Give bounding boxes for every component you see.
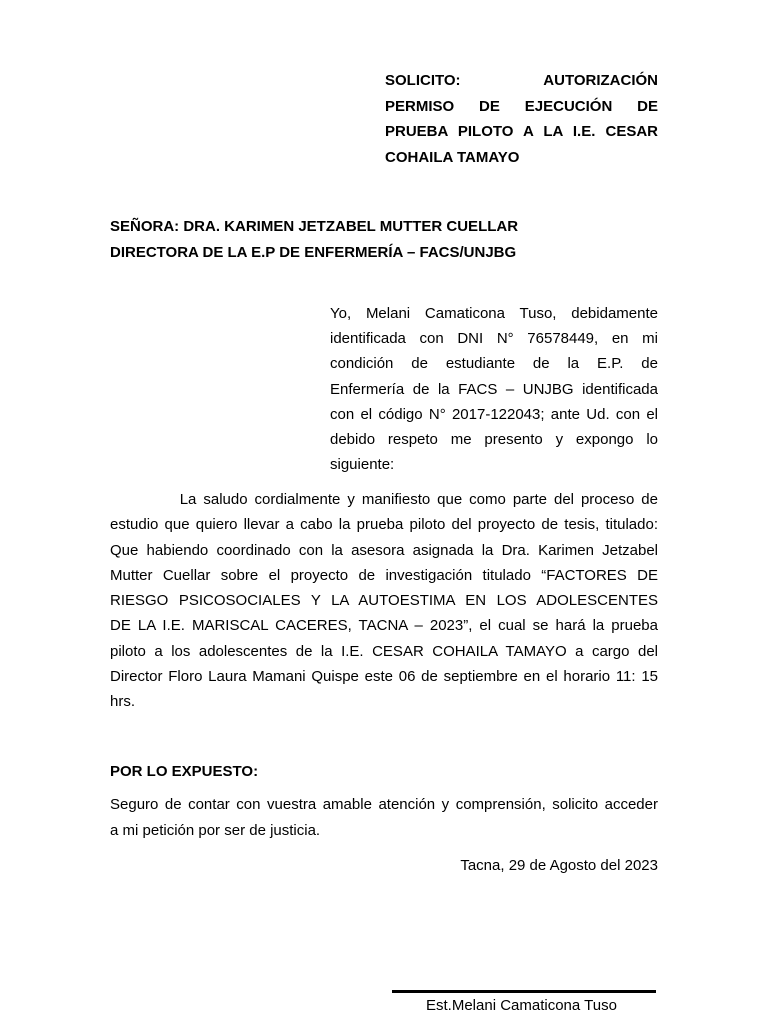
body-paragraph	[110, 487, 658, 715]
body-line: piloto a los adolescentes de la I.E. CESAR COHAILA TAMAYO a cargo del	[110, 642, 658, 660]
date-line: Tacna, 29 de Agosto del 2023	[460, 857, 658, 874]
intro-line: con el código N° 2017-122043; ante Ud. con el	[330, 405, 658, 423]
closing-line: a mi petición por ser de justicia.	[110, 822, 321, 839]
intro-paragraph	[330, 301, 658, 477]
intro-line: identificada con DNI N° 76578449, en mi	[330, 330, 658, 348]
intro-line: Enfermería de la FACS – UNJBG identificada	[330, 380, 658, 398]
subject-line: PRUEBA PILOTO A LA I.E. CESAR	[385, 123, 658, 140]
subject-block	[385, 68, 658, 170]
body-line: Que habiendo coordinado con la asesora asignada la Dra. Karimen Jetzabel	[110, 541, 658, 559]
body-line: RIESGO PSICOSOCIALES Y LA AUTOESTIMA EN LOS ADOLESCENTES	[110, 592, 658, 610]
intro-line: siguiente:	[330, 456, 395, 474]
addressee-block	[110, 214, 670, 266]
addressee-title: DIRECTORA DE LA E.P DE ENFERMERÍA – FACS/UNJBG	[110, 244, 517, 261]
closing-line: Seguro de contar con vuestra amable atención y comprensión, solicito acceder	[110, 796, 658, 813]
subject-line: SOLICITO: AUTORIZACIÓN	[385, 72, 658, 89]
closing-paragraph	[110, 792, 658, 844]
intro-line: condición de estudiante de la E.P. de	[330, 355, 658, 373]
signature-name: Est.Melani Camaticona Tuso	[426, 997, 617, 1014]
body-line: La saludo cordialmente y manifiesto que como parte del proceso de	[110, 491, 658, 508]
body-line: Mutter Cuellar sobre el proyecto de investigación titulado “FACTORES DE	[110, 566, 658, 584]
subject-line: PERMISO DE EJECUCIÓN DE	[385, 97, 658, 115]
body-line: DE LA I.E. MARISCAL CACERES, TACNA – 2023”, el cual se hará la prueba	[110, 617, 658, 635]
signature-rule	[392, 990, 656, 993]
subject-line: COHAILA TAMAYO	[385, 148, 520, 166]
body-line: hrs.	[110, 693, 136, 711]
intro-line: Yo, Melani Camaticona Tuso, debidamente	[330, 305, 658, 322]
body-line: estudio que quiero llevar a cabo la prueba piloto del proyecto de tesis, titulado:	[110, 516, 658, 534]
body-line: Director Floro Laura Mamani Quispe este 06 de septiembre en el horario 11: 15	[110, 668, 658, 686]
addressee-name: SEÑORA: DRA. KARIMEN JETZABEL MUTTER CUELLAR	[110, 218, 519, 235]
expuesto-heading: POR LO EXPUESTO:	[110, 763, 259, 780]
intro-line: debido respeto me presento y expongo lo	[330, 431, 658, 449]
